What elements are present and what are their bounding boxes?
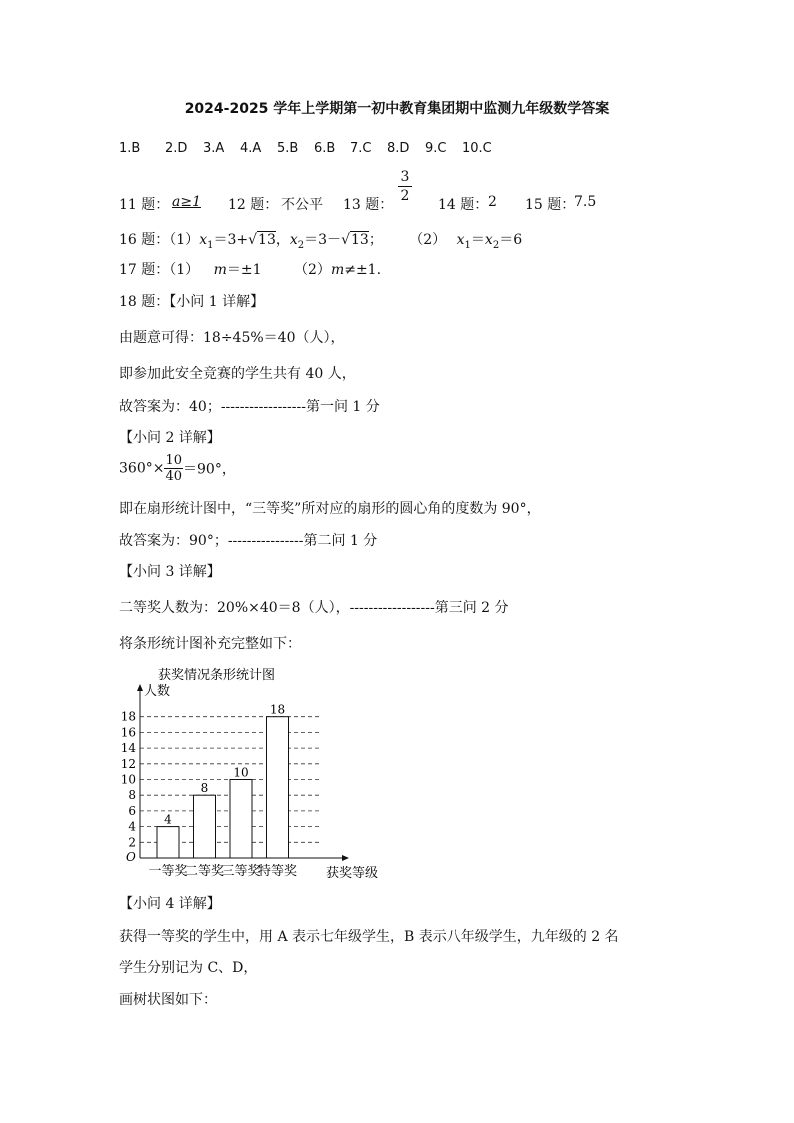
q15-answer: 7.5 — [574, 194, 597, 210]
q18-sub3-head: 【小问 3 详解】 — [119, 564, 221, 580]
q18-sub2-line2: 即在扇形统计图中，“三等奖”所对应的扇形的圆心角的度数为 90°， — [119, 501, 541, 517]
q12-label: 12 题： — [228, 197, 279, 213]
q18-line — [119, 291, 264, 311]
q17-var: m — [330, 262, 345, 278]
x-tick-label: 特等奖 — [257, 864, 298, 879]
mc-answer: 7.C — [350, 141, 372, 156]
mc-answer: 6.B — [314, 141, 336, 156]
q16-line — [119, 229, 522, 251]
mc-answer: 1.B — [119, 141, 141, 156]
q16-sub: 2 — [492, 239, 500, 251]
y-tick-label: 12 — [120, 756, 136, 771]
q16-sep: ； — [368, 232, 383, 248]
bar-value-label: 8 — [200, 781, 209, 796]
q16-eq: ＝3+ — [213, 232, 249, 248]
q16-part1: （1） — [169, 232, 200, 248]
q16-var: x — [456, 232, 465, 248]
q14-label: 14 题： — [438, 197, 489, 213]
mc-answer: 3.A — [203, 141, 225, 156]
mc-answer: 10.C — [462, 141, 492, 156]
q18-sub2-fraction — [164, 453, 183, 484]
y-tick-label: 6 — [128, 803, 136, 818]
q13-denominator: 2 — [400, 188, 410, 204]
chart-origin: O — [126, 850, 136, 864]
q16-sub: 1 — [207, 239, 214, 251]
y-tick-label: 10 — [120, 772, 136, 787]
q16-comma: ， — [275, 232, 290, 248]
q18-sub4-line2: 学生分别记为 C、D， — [119, 960, 258, 976]
q11-answer: a≥1 — [172, 194, 201, 210]
q18-sub2-head: 【小问 2 详解】 — [119, 430, 221, 446]
y-tick-label: 8 — [128, 788, 136, 803]
x-axis-arrow-icon — [342, 855, 349, 861]
q18-sub3-line1: 二等奖人数为：20%×40＝8（人），------------------第三问 2 分 — [119, 600, 509, 616]
q15-label: 15 题： — [525, 197, 576, 213]
page-title: 2024-2025 学年上学期第一初中教育集团期中监测九年级数学答案 — [184, 101, 610, 117]
q12-answer: 不公平 — [281, 197, 323, 213]
q16-radicand: 13 — [350, 232, 369, 248]
q18-sub1-line3: 故答案为：40；------------------第一问 1 分 — [119, 399, 380, 415]
bar — [267, 717, 289, 858]
q14-answer: 2 — [488, 194, 497, 210]
q18-sub2-numerator: 10 — [165, 453, 182, 468]
bar — [230, 780, 252, 859]
q18-sub2-denominator: 40 — [165, 469, 182, 484]
q17-part1: （1） — [169, 262, 200, 278]
sqrt-icon: √ — [248, 232, 258, 248]
y-tick-label: 18 — [120, 709, 136, 724]
bar-chart — [108, 655, 398, 885]
bar-value-label: 18 — [269, 702, 286, 717]
q18-sub4-head: 【小问 4 详解】 — [119, 896, 221, 912]
y-tick-label: 2 — [128, 835, 136, 850]
q17-line — [119, 259, 381, 279]
q13-fraction — [398, 168, 412, 205]
q16-var: x — [484, 232, 493, 248]
q18-sub2-pre: 360°× — [119, 460, 165, 477]
y-tick-label: 4 — [128, 819, 136, 834]
q18-sub1-head: 【小问 1 详解】 — [169, 294, 265, 310]
mc-answer: 4.A — [240, 141, 262, 156]
q17-label: 17 题： — [119, 262, 170, 278]
mc-answer: 9.C — [425, 141, 447, 156]
q16-label: 16 题： — [119, 232, 170, 248]
chart-ylabel: 人数 — [144, 684, 171, 699]
q17-ans1: ＝±1 — [226, 262, 262, 278]
q17-part2: （2） — [294, 262, 331, 278]
y-axis-arrow-icon — [137, 684, 143, 691]
bar — [157, 827, 179, 858]
q18-label: 18 题： — [119, 294, 170, 310]
q11-label: 11 题： — [119, 197, 170, 213]
bar-value-label: 10 — [233, 765, 249, 780]
q16-var: x — [199, 232, 208, 248]
mc-answer: 8.D — [387, 141, 410, 156]
q18-sub2-line3: 故答案为：90°；----------------第二问 1 分 — [119, 533, 378, 549]
q16-part2: （2） — [409, 232, 447, 248]
bar-value-label: 4 — [164, 812, 172, 827]
chart-bars — [148, 703, 297, 879]
q18-sub2-line1 — [119, 453, 236, 484]
bar — [194, 795, 216, 858]
q16-var: x — [289, 232, 298, 248]
q17-ans2: ≠±1. — [344, 262, 382, 278]
chart-title: 获奖情况条形统计图 — [158, 668, 276, 683]
x-tick-label: 二等奖 — [184, 864, 225, 879]
q18-sub4-line1: 获得一等奖的学生中，用 A 表示七年级学生，B 表示八年级学生，九年级的 2 名 — [119, 929, 619, 945]
q18-sub1-line2: 即参加此安全竞赛的学生共有 40 人， — [119, 366, 356, 382]
q13-numerator: 3 — [398, 168, 412, 187]
q18-sub2-post: ＝90°， — [183, 461, 236, 478]
mc-answer: 2.D — [165, 141, 188, 156]
q13-label: 13 题： — [343, 197, 394, 213]
q16-sub: 1 — [464, 239, 471, 251]
q18-sub4-line3: 画树状图如下： — [119, 992, 217, 1008]
x-tick-label: 三等奖 — [221, 864, 261, 879]
chart-grid — [121, 710, 322, 850]
mc-answer: 5.B — [277, 141, 299, 156]
q16-eq: ＝6 — [499, 232, 523, 248]
y-tick-label: 14 — [120, 741, 136, 756]
x-tick-label: 一等奖 — [148, 864, 188, 879]
q17-var: m — [213, 262, 227, 278]
q16-sub: 2 — [297, 239, 305, 251]
q16-eq: ＝3－ — [304, 232, 342, 248]
y-tick-label: 16 — [120, 725, 136, 740]
chart-xlabel: 获奖等级 — [326, 866, 379, 881]
q18-sub3-line2: 将条形统计图补充完整如下： — [119, 636, 301, 652]
q16-radicand: 13 — [258, 232, 276, 248]
q16-eq: ＝ — [470, 232, 485, 248]
sqrt-icon: √ — [341, 232, 350, 248]
q18-sub1-line1: 由题意可得：18÷45%＝40（人）， — [119, 330, 345, 346]
